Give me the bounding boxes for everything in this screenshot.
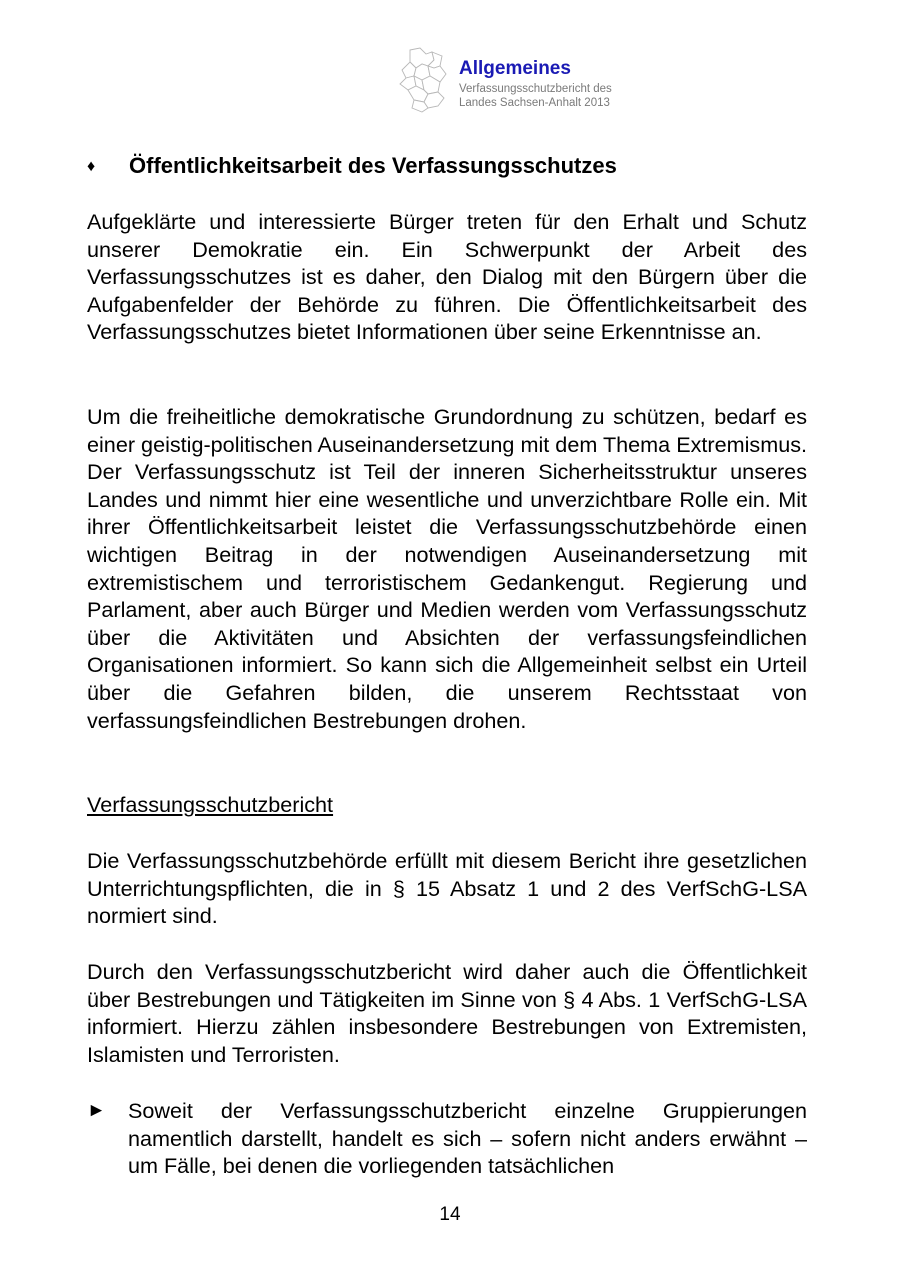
arrow-item-text: Soweit der Verfassungsschutzbericht einzelne Gruppierungen namentlich darstellt, handelt es sich – sofern nicht anders erwähnt – um Fälle, bei denen die vorliegenden tatsächlichen [128, 1098, 807, 1179]
page-number: 14 [439, 1204, 461, 1225]
paragraph-duties: Die Verfassungsschutzbehörde erfüllt mit diesem Bericht ihre gesetzlichen Unterrichtungspflichten, die in § 15 Absatz 1 und 2 des VerfSchG-LSA normiert sind. [87, 848, 807, 929]
sachsen-anhalt-map-icon [396, 46, 456, 114]
paragraph-intro: Aufgeklärte und interessierte Bürger treten für den Erhalt und Schutz unserer Demokratie ein. Ein Schwerpunkt der Arbeit des Verfassungsschutzes ist es daher, den Dialog mit den Bürgern über die Aufgabenfelder der Behörde zu führen. Die Öffentlichkeitsarbeit des Verfassungsschutzes bietet Informationen über seine Erkenntnisse an. [87, 209, 807, 345]
report-subtitle-line2: Landes Sachsen-Anhalt 2013 [459, 97, 610, 109]
heading-text: Öffentlichkeitsarbeit des Verfassungsschutzes [129, 153, 617, 178]
page-header [396, 44, 656, 116]
section-title: Allgemeines [459, 58, 571, 79]
section-heading [87, 152, 807, 182]
report-subtitle: Verfassungsschutzbericht des [459, 83, 612, 95]
paragraph-extremism: Um die freiheitliche demokratische Grundordnung zu schützen, bedarf es einer geistig-politischen Auseinandersetzung mit dem Thema Extremismus. Der Verfassungsschutz ist Teil der inneren Sicherheitsstruktur unseres Landes und nimmt hier eine wesentliche und unverzichtbare Rolle ein. Mit ihrer Öffentlichkeitsarbeit leistet die Verfassungsschutzbehörde einen wichtigen Beitrag in der notwendigen Auseinandersetzung mit extremistischem und terroristischem Gedankengut. Regierung und Parlament, aber auch Bürger und Medien werden vom Verfassungsschutz über die Aktivitäten und Absichten der verfassungsfeindlichen Organisationen informiert. So kann sich die Allgemeinheit selbst ein Urteil über die Gefahren bilden, die unserem Rechtsstaat von verfassungsfeindlichen Bestrebungen drohen. [87, 404, 807, 733]
diamond-bullet-icon: ♦ [87, 158, 96, 175]
paragraph-public: Durch den Verfassungsschutzbericht wird daher auch die Öffentlichkeit über Bestrebungen und Tätigkeiten im Sinne von § 4 Abs. 1 VerfSchG-LSA informiert. Hierzu zählen insbesondere Bestrebungen von Extremisten, Islamisten und Terroristen. [87, 959, 807, 1067]
subheading: Verfassungsschutzbericht [87, 792, 334, 817]
arrow-bullet-icon: ► [87, 1100, 106, 1121]
